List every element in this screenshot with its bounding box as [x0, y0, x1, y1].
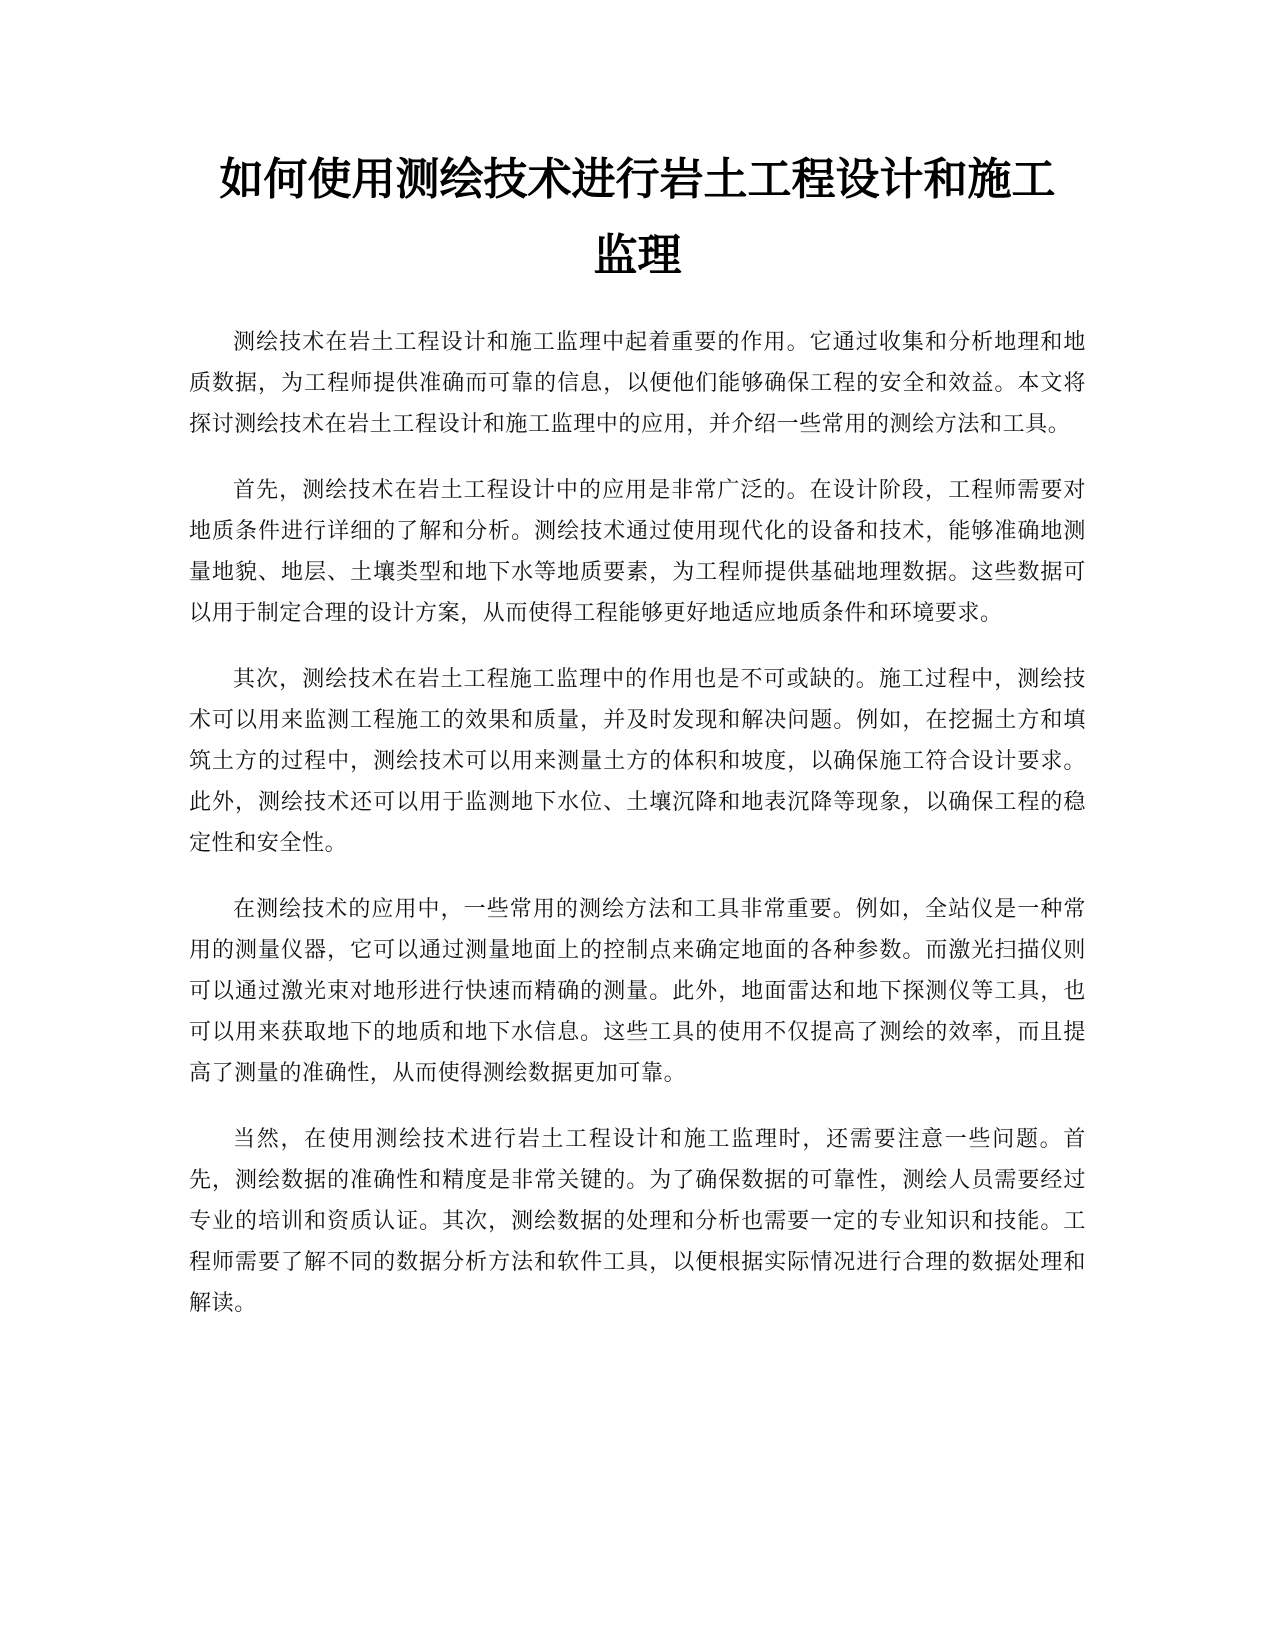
paragraph-construction-supervision: 其次，测绘技术在岩土工程施工监理中的作用也是不可或缺的。施工过程中，测绘技术可以用来监测工程施工的效果和质量，并及时发现和解决问题。例如，在挖掘土方和填筑土方的过程中，测绘技术可以用来测量土方的体积和坡度，以确保施工符合设计要求。此外，测绘技术还可以用于监测地下水位、土壤沉降和地表沉降等现象，以确保工程的稳定性和安全性。	[189, 667, 1086, 856]
paragraph-methods-and-tools: 在测绘技术的应用中，一些常用的测绘方法和工具非常重要。例如，全站仪是一种常用的测量仪器，它可以通过测量地面上的控制点来确定地面的各种参数。而激光扫描仪则可以通过激光束对地形进行快速而精确的测量。此外，地面雷达和地下探测仪等工具，也可以用来获取地下的地质和地下水信息。这些工具的使用不仅提高了测绘的效率，而且提高了测量的准确性，从而使得测绘数据更加可靠。	[189, 897, 1086, 1086]
document-body	[189, 322, 1086, 1349]
document-title-line-1: 如何使用测绘技术进行岩土工程设计和施工	[219, 154, 1056, 205]
paragraph-intro: 测绘技术在岩土工程设计和施工监理中起着重要的作用。它通过收集和分析地理和地质数据，为工程师提供准确而可靠的信息，以便他们能够确保工程的安全和效益。本文将探讨测绘技术在岩土工程设计和施工监理中的应用，并介绍一些常用的测绘方法和工具。	[189, 330, 1086, 437]
paragraph-precautions: 当然，在使用测绘技术进行岩土工程设计和施工监理时，还需要注意一些问题。首先，测绘数据的准确性和精度是非常关键的。为了确保数据的可靠性，测绘人员需要经过专业的培训和资质认证。其次，测绘数据的处理和分析也需要一定的专业知识和技能。工程师需要了解不同的数据分析方法和软件工具，以便根据实际情况进行合理的数据处理和解读。	[189, 1127, 1086, 1316]
paragraph-design-application: 首先，测绘技术在岩土工程设计中的应用是非常广泛的。在设计阶段，工程师需要对地质条件进行详细的了解和分析。测绘技术通过使用现代化的设备和技术，能够准确地测量地貌、地层、土壤类型和地下水等地质要素，为工程师提供基础地理数据。这些数据可以用于制定合理的设计方案，从而使得工程能够更好地适应地质条件和环境要求。	[189, 478, 1086, 626]
document-title-line-2: 监理	[593, 230, 682, 281]
document-title	[150, 142, 1125, 294]
